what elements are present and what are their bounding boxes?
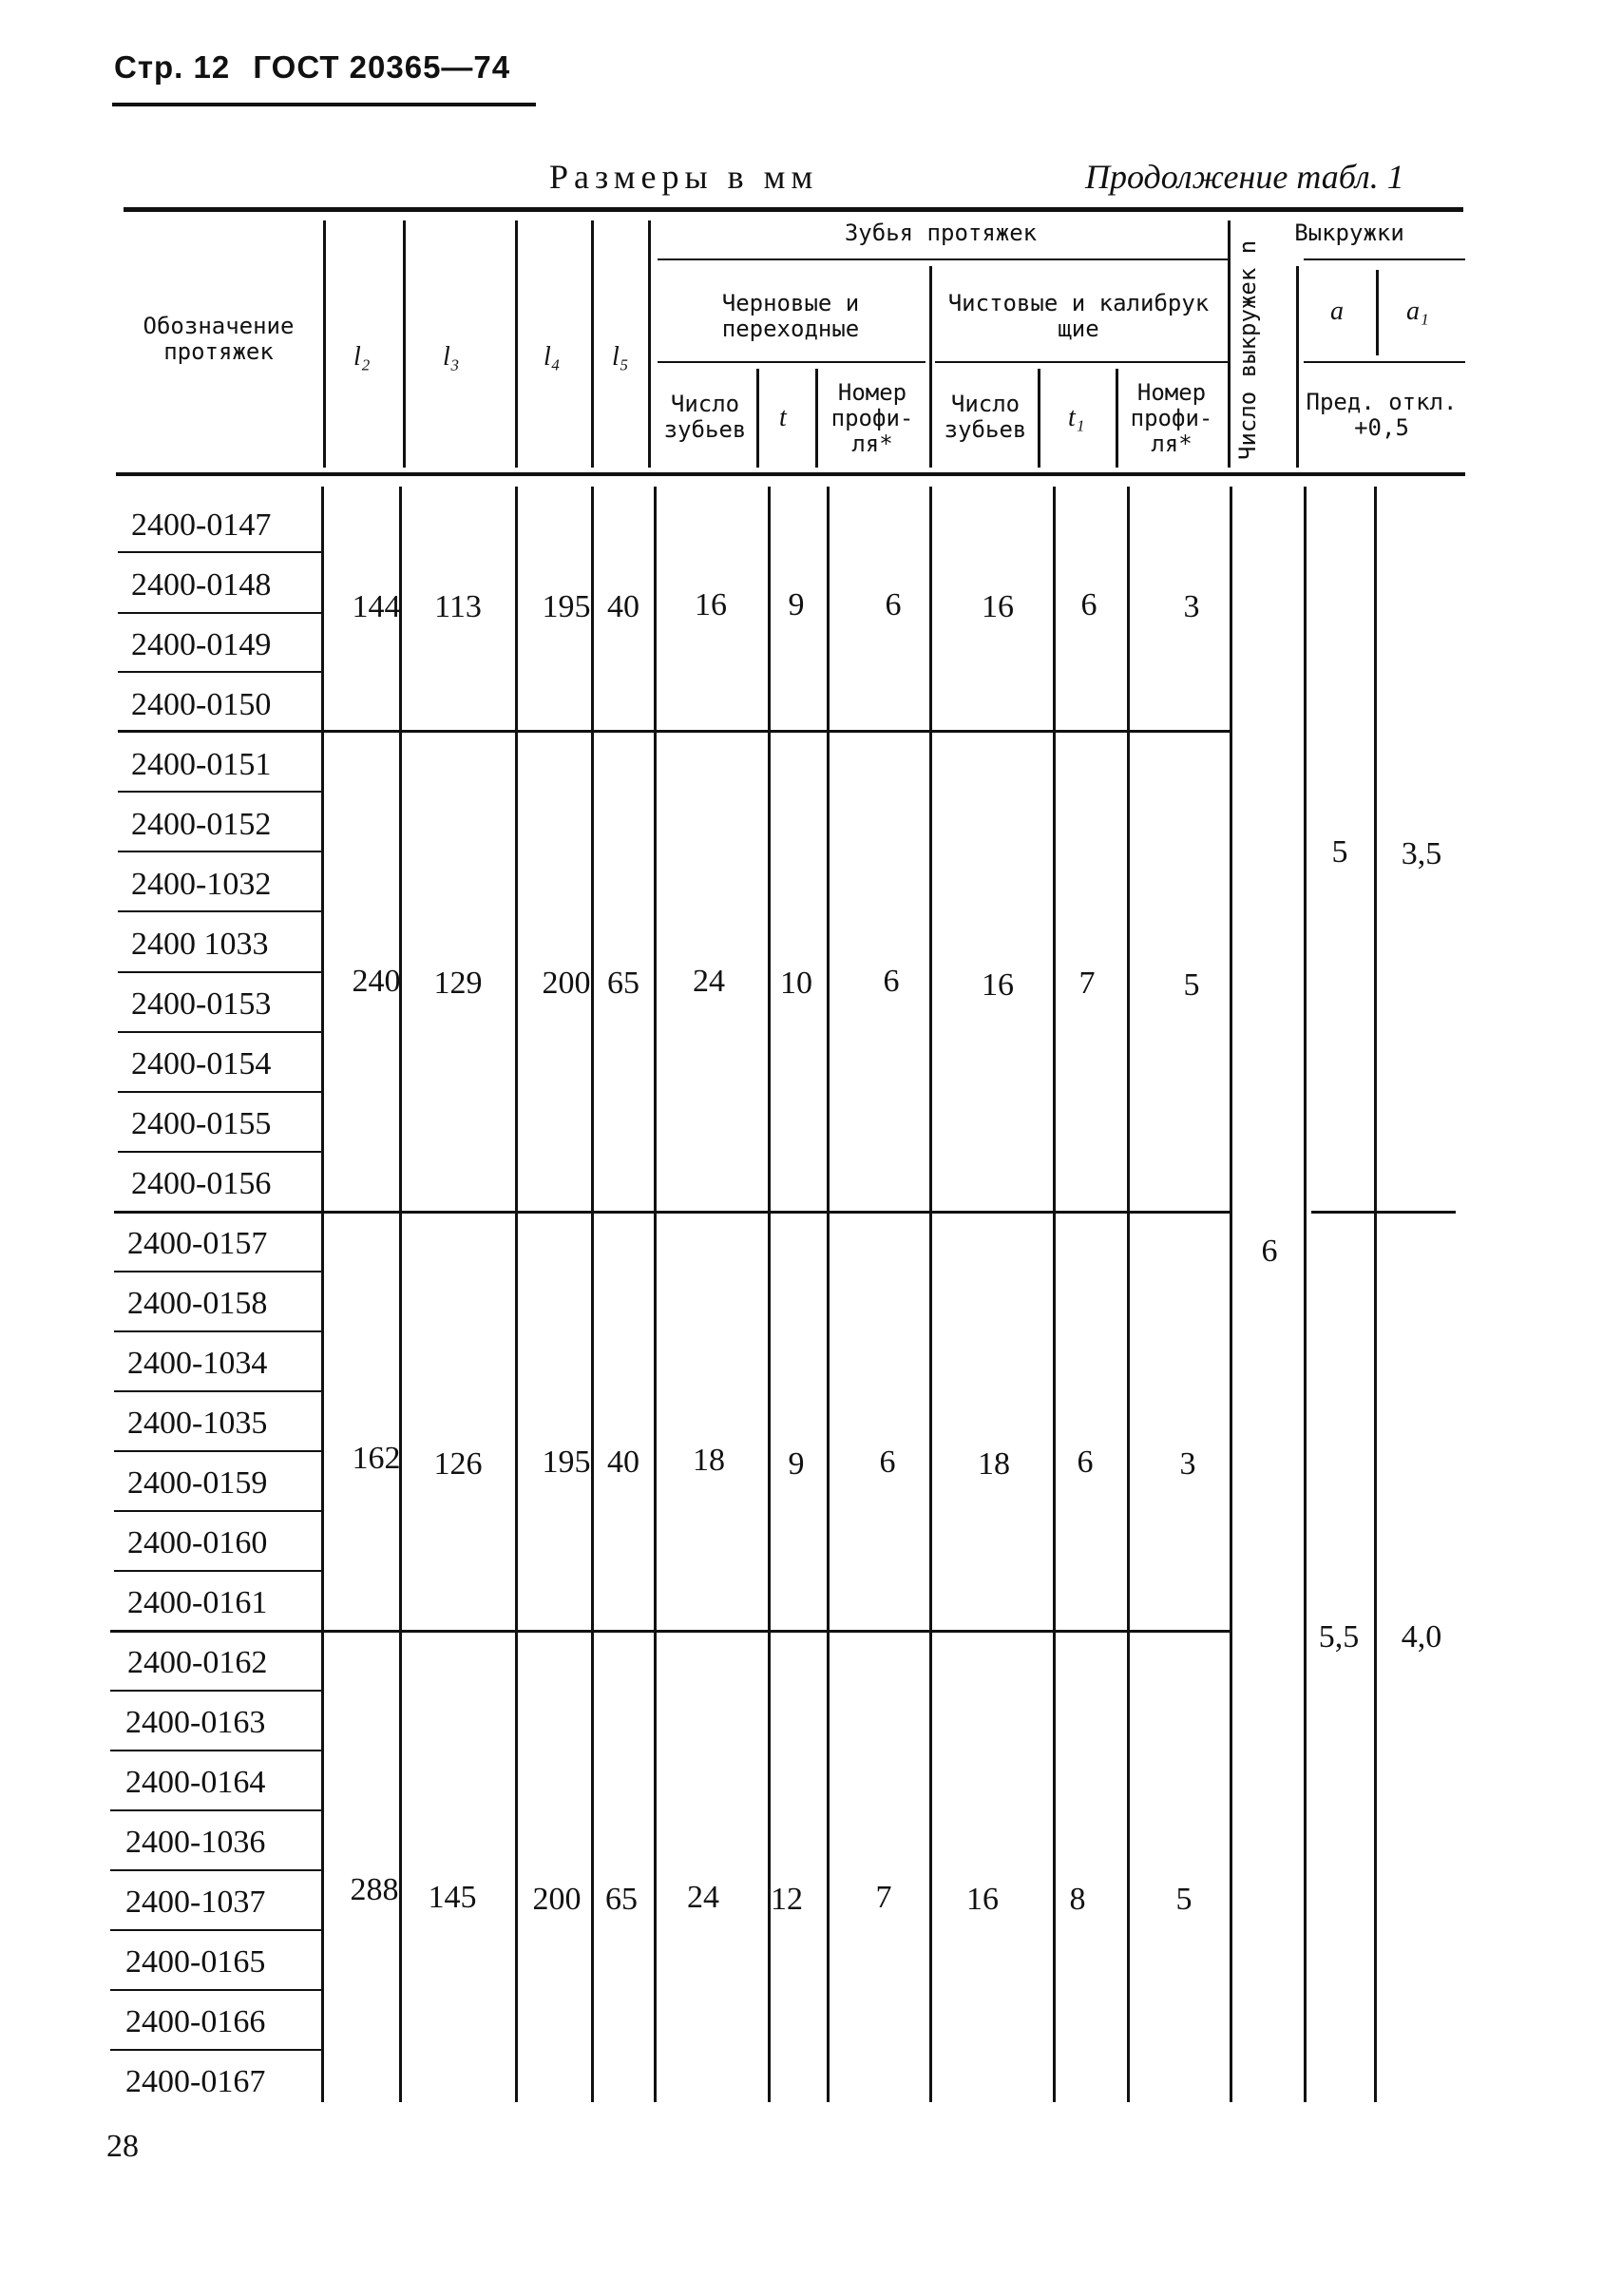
value-l5: 65 — [605, 1882, 638, 1917]
row-rule — [118, 1031, 321, 1033]
designation-cell: 2400-1036 — [125, 1825, 266, 1860]
value-a1-block1: 3,5 — [1401, 836, 1442, 871]
value-rough-count: 16 — [695, 587, 727, 622]
value-t1: 6 — [1080, 587, 1097, 622]
col-a: a — [1330, 297, 1344, 326]
value-t: 10 — [780, 966, 812, 1001]
designation-cell: 2400-0148 — [131, 567, 272, 603]
group-rule — [110, 1630, 1230, 1633]
designation-cell: 2400-0164 — [125, 1765, 266, 1800]
designation-cell: 2400-0147 — [131, 507, 272, 543]
designation-cell: 2400-0151 — [131, 747, 272, 782]
value-finish-count: 16 — [966, 1882, 999, 1917]
hdr-vsep — [1296, 266, 1299, 468]
value-l4: 195 — [542, 589, 591, 624]
hdr-vsep — [815, 369, 818, 468]
hdr-vsep — [515, 220, 518, 468]
designation-cell: 2400-1035 — [127, 1406, 268, 1441]
recess-block-rule — [1311, 1211, 1456, 1214]
body-vsep — [1127, 487, 1130, 2102]
col-rough-profile: Номер профи- ля* — [830, 379, 914, 457]
col-a1: a₁ — [1406, 297, 1429, 326]
hdr-vsep — [1228, 220, 1231, 468]
row-rule — [110, 1690, 321, 1692]
designation-cell: 2400-0162 — [127, 1645, 268, 1680]
col-recess-group: Выкружки — [1294, 220, 1404, 246]
value-finish-profile: 5 — [1183, 967, 1200, 1003]
value-l5: 40 — [607, 1445, 639, 1480]
designation-cell: 2400-0165 — [125, 1944, 266, 1980]
col-t: t — [779, 403, 787, 432]
standard-code: ГОСТ 20365—74 — [253, 49, 511, 85]
value-rough-count: 18 — [693, 1443, 725, 1478]
row-rule — [118, 671, 321, 673]
col-designation: Обозначение протяжек — [143, 313, 295, 365]
value-l5: 40 — [607, 589, 639, 624]
value-rough-count: 24 — [693, 964, 725, 999]
row-rule — [114, 1510, 321, 1512]
value-a-block2: 5,5 — [1318, 1619, 1360, 1655]
designation-cell: 2400-0153 — [131, 986, 272, 1022]
value-rough-profile: 7 — [875, 1880, 892, 1915]
body-vsep — [399, 487, 402, 2102]
row-rule — [114, 1271, 321, 1272]
value-t: 9 — [788, 1446, 805, 1482]
designation-cell: 2400-0166 — [125, 2004, 266, 2039]
value-recess-count: 6 — [1261, 1234, 1278, 1269]
value-t1: 8 — [1069, 1882, 1086, 1917]
row-rule — [110, 2049, 321, 2051]
value-l3: 145 — [428, 1880, 477, 1915]
designation-cell: 2400-1034 — [127, 1346, 268, 1381]
row-rule — [110, 1929, 321, 1931]
value-l2: 240 — [352, 964, 401, 999]
page-label — [114, 49, 510, 86]
header-bottom-rule — [116, 472, 1465, 476]
value-finish-profile: 5 — [1175, 1882, 1193, 1917]
row-rule — [114, 1450, 321, 1452]
row-rule — [110, 1869, 321, 1871]
value-finish-count: 18 — [978, 1446, 1010, 1482]
designation-cell: 2400-0149 — [131, 627, 272, 662]
group-rule — [114, 1211, 1230, 1214]
row-rule — [114, 1390, 321, 1392]
row-rule — [110, 1750, 321, 1751]
row-rule — [118, 791, 321, 793]
value-l2: 288 — [350, 1872, 399, 1907]
value-l4: 200 — [532, 1882, 582, 1917]
hdr-vsep — [756, 369, 759, 468]
value-finish-profile: 3 — [1183, 589, 1200, 624]
subgroup-rule-finish — [935, 361, 1228, 363]
row-rule — [118, 1151, 321, 1153]
subgroup-rule-rough — [658, 361, 925, 363]
value-l4: 195 — [542, 1445, 591, 1480]
designation-cell: 2400-0167 — [125, 2064, 266, 2099]
designation-cell: 2400-1032 — [131, 867, 272, 902]
hdr-vsep — [1038, 369, 1040, 468]
row-rule — [118, 612, 321, 614]
hdr-vsep — [929, 266, 932, 468]
value-rough-profile: 6 — [885, 587, 902, 622]
row-rule — [114, 1570, 321, 1572]
row-rule — [118, 1091, 321, 1093]
hdr-vsep — [648, 220, 651, 468]
body-vsep — [1374, 487, 1377, 2102]
col-tolerance: Пред. откл. +0,5 — [1306, 389, 1458, 441]
hdr-vsep — [323, 220, 326, 468]
hdr-vsep — [591, 220, 594, 468]
row-rule — [110, 1809, 321, 1811]
designation-cell: 2400-0150 — [131, 687, 272, 722]
row-rule — [118, 551, 321, 553]
col-rough-group: Черновые и переходные — [721, 290, 860, 342]
value-l3: 126 — [433, 1446, 483, 1482]
value-finish-profile: 3 — [1179, 1446, 1196, 1482]
value-l5: 65 — [607, 966, 639, 1001]
designation-cell: 2400-0161 — [127, 1585, 268, 1620]
value-l4: 200 — [542, 966, 591, 1001]
designation-cell: 2400-0156 — [131, 1166, 272, 1201]
zubya-group-rule — [658, 258, 1228, 260]
body-vsep — [591, 487, 594, 2102]
continuation-caption: Продолжение табл. 1 — [1085, 158, 1404, 196]
designation-cell: 2400 1033 — [131, 927, 269, 962]
col-teeth-group: Зубья протяжек — [844, 220, 1038, 246]
col-l5: l₅ — [612, 342, 629, 372]
body-vsep — [321, 487, 324, 2102]
value-t1: 7 — [1078, 966, 1096, 1001]
value-finish-count: 16 — [982, 967, 1014, 1003]
group-rule — [118, 730, 1230, 733]
value-rough-profile: 6 — [883, 964, 900, 999]
col-finish-group: Чистовые и калибрук щие — [947, 290, 1210, 342]
table-top-rule — [124, 207, 1463, 212]
col-t1: t₁ — [1068, 403, 1085, 432]
value-t1: 6 — [1077, 1445, 1094, 1480]
row-rule — [118, 971, 321, 973]
body-vsep — [1304, 487, 1307, 2102]
value-t: 9 — [788, 587, 805, 622]
body-vsep — [515, 487, 518, 2102]
header-underline — [112, 103, 536, 106]
page-number-label: Стр. 12 — [114, 49, 231, 85]
value-l2: 162 — [352, 1441, 401, 1476]
designation-cell: 2400-0158 — [127, 1286, 268, 1321]
hdr-vsep — [1116, 369, 1118, 468]
col-recess-count: Число выкружек n — [1234, 239, 1261, 460]
col-finish-profile: Номер профи- ля* — [1130, 379, 1213, 457]
body-vsep — [1053, 487, 1056, 2102]
value-t: 12 — [771, 1882, 803, 1917]
designation-cell: 2400-0152 — [131, 807, 272, 842]
col-l3: l₃ — [443, 342, 460, 372]
row-rule — [118, 910, 321, 912]
row-rule — [114, 1330, 321, 1332]
row-rule — [118, 851, 321, 852]
col-rough-teeth-count: Число зубьев — [663, 391, 747, 443]
recess-a-rule — [1304, 361, 1465, 363]
units-caption: Размеры в мм — [549, 158, 819, 196]
row-rule — [110, 1989, 321, 1991]
designation-cell: 2400-0163 — [125, 1705, 266, 1740]
col-l2: l₂ — [353, 342, 371, 372]
value-l3: 129 — [433, 966, 483, 1001]
body-vsep — [827, 487, 830, 2102]
value-l2: 144 — [352, 589, 401, 624]
body-vsep — [929, 487, 932, 2102]
col-l4: l₄ — [544, 342, 561, 372]
body-vsep — [768, 487, 771, 2102]
body-vsep — [654, 487, 657, 2102]
vykruzhki-group-rule — [1304, 258, 1465, 260]
value-l3: 113 — [434, 589, 482, 624]
value-a-block1: 5 — [1331, 834, 1348, 870]
value-rough-count: 24 — [687, 1880, 719, 1915]
page-number: 28 — [106, 2129, 139, 2164]
designation-cell: 2400-0157 — [127, 1226, 268, 1261]
designation-cell: 2400-0154 — [131, 1046, 272, 1081]
value-a1-block2: 4,0 — [1401, 1619, 1442, 1655]
designation-cell: 2400-0159 — [127, 1465, 268, 1501]
value-finish-count: 16 — [982, 589, 1014, 624]
body-vsep — [1230, 487, 1232, 2102]
hdr-vsep — [403, 220, 406, 468]
value-rough-profile: 6 — [879, 1445, 896, 1480]
designation-cell: 2400-0160 — [127, 1525, 268, 1560]
designation-cell: 2400-0155 — [131, 1106, 272, 1141]
designation-cell: 2400-1037 — [125, 1885, 266, 1920]
col-finish-teeth-count: Число зубьев — [944, 391, 1027, 443]
hdr-vsep — [1376, 270, 1379, 355]
